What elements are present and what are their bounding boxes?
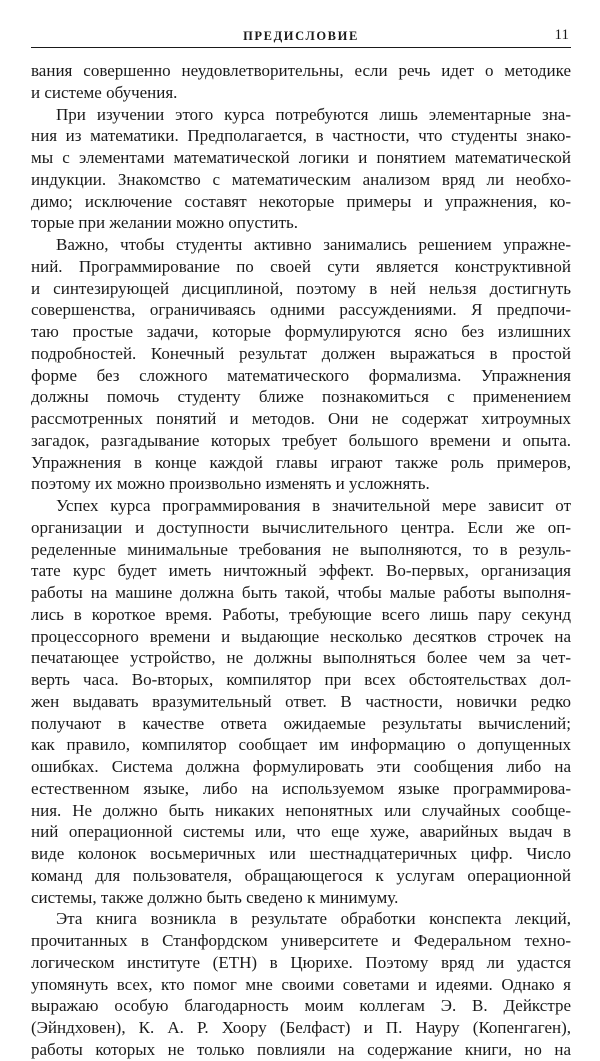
text-line: торые при желании можно опустить. <box>31 213 299 233</box>
page-number: 11 <box>554 27 569 43</box>
text-line: (Эйндховен), К. А. Р. Хоору (Белфаст) и П. Науру (Копенгаген), <box>31 1018 571 1037</box>
text-line: тате курс будет иметь ничтожный эффект. Во-первых, организация <box>31 561 571 581</box>
text-line: форме без сложного математического формализма. Упражнения <box>31 365 571 385</box>
text-line: лись в короткое время. Работы, требующие всего лишь пару секунд <box>31 604 571 624</box>
text-line: поэтому их можно произвольно изменять и усложнять. <box>31 474 430 494</box>
text-line: жен выдавать вразумительный ответ. В частности, новички редко <box>31 691 571 711</box>
text-line: как правило, компилятор сообщает им информацию о допущенных <box>31 735 571 755</box>
book-page <box>31 0 571 1059</box>
text-line: упомянуть всех, кто помог мне своими советами и идеями. Однако я <box>31 974 571 994</box>
text-line: получают в качестве ответа ожидаемые результаты вычислений; <box>31 713 571 733</box>
text-line: Важно, чтобы студенты активно занимались решением упражне- <box>56 235 571 254</box>
running-title: ПРЕДИСЛОВИЕ <box>243 29 359 43</box>
text-line: процессорного времени и выдающие несколько десятков строчек на <box>31 626 571 646</box>
text-line: индукции. Знакомство с математическим анализом вряд ли необхо- <box>31 169 571 189</box>
text-line: работы на машине должна быть такой, чтобы малые работы выполня- <box>31 583 571 602</box>
text-line: ния из математики. Предполагается, в частности, что студенты знако- <box>31 126 571 146</box>
header-rule <box>31 47 571 48</box>
text-line: ния. Не должно быть никаких непонятных или случайных сообще- <box>31 800 571 820</box>
text-line: логическом институте (ЕТН) в Цюрихе. Поэтому вряд ли удастся <box>31 952 571 972</box>
text-line: должны помочь студенту ближе познакомиться с применением <box>31 387 571 407</box>
text-line: подробностей. Конечный результат должен выражаться в простой <box>31 343 571 363</box>
text-line: Эта книга возникла в результате обработки конспекта лекций, <box>56 909 571 929</box>
text-line: работы которых не только повлияли на содержание книги, но на <box>31 1039 571 1059</box>
text-line: и синтезирующей дисциплиной, поэтому в ней нельзя достигнуть <box>31 278 571 298</box>
text-line: Упражнения в конце каждой главы играют также роль примеров, <box>31 452 571 472</box>
text-line: димо; исключение составят некоторые примеры и упражнения, ко- <box>31 191 571 211</box>
text-line: организации и доступности вычислительного центра. Если же оп- <box>31 517 571 537</box>
text-line: выражаю особую благодарность моим коллегам Э. В. Дейкстре <box>31 996 571 1016</box>
text-line: виде колонок восьмеричных или шестнадцатеричных цифр. Число <box>31 844 571 863</box>
text-line: При изучении этого курса потребуются лишь элементарные зна- <box>56 104 571 124</box>
text-line: рассмотренных понятий и методов. Они не содержат хитроумных <box>31 409 571 428</box>
body-text <box>31 60 571 1061</box>
text-line: ределенные минимальные требования не выполняются, то в резуль- <box>31 539 571 559</box>
text-line: печатающее устройство, не должны выполняться более чем за чет- <box>31 648 571 668</box>
text-line: системы, также должно быть сведено к минимуму. <box>31 887 399 907</box>
text-line: Успех курса программирования в значительной мере зависит от <box>56 496 571 515</box>
text-line: таю простые задачи, которые формулируются ясно без излишних <box>31 322 571 341</box>
text-line: прочитанных в Станфордском университете и Федеральном техно- <box>31 931 571 950</box>
text-line: команд для пользователя, обращающегося к услугам операционной <box>31 865 571 885</box>
text-line: естественном языке, либо на используемом языке программирова- <box>31 778 571 798</box>
text-line: совершенства, ограничиваясь одними рассуждениями. Я предпочи- <box>31 300 571 320</box>
text-line: и системе обучения. <box>31 82 178 102</box>
running-head <box>31 27 571 47</box>
text-line: мы с элементами математической логики и понятием математической <box>31 148 571 167</box>
text-line: ний. Программирование по своей сути является конструктивной <box>31 256 571 276</box>
text-line: ошибках. Система должна формулировать эти сообщения либо на <box>31 757 571 776</box>
text-line: загадок, разгадывание которых требует большого времени и опыта. <box>31 430 571 450</box>
text-line: ний операционной системы или, что еще хуже, аварийных выдач в <box>31 822 571 842</box>
text-line: верть часа. Во-вторых, компилятор при всех обстоятельствах дол- <box>31 670 571 689</box>
text-line: вания совершенно неудовлетворительны, если речь идет о методике <box>31 61 571 80</box>
